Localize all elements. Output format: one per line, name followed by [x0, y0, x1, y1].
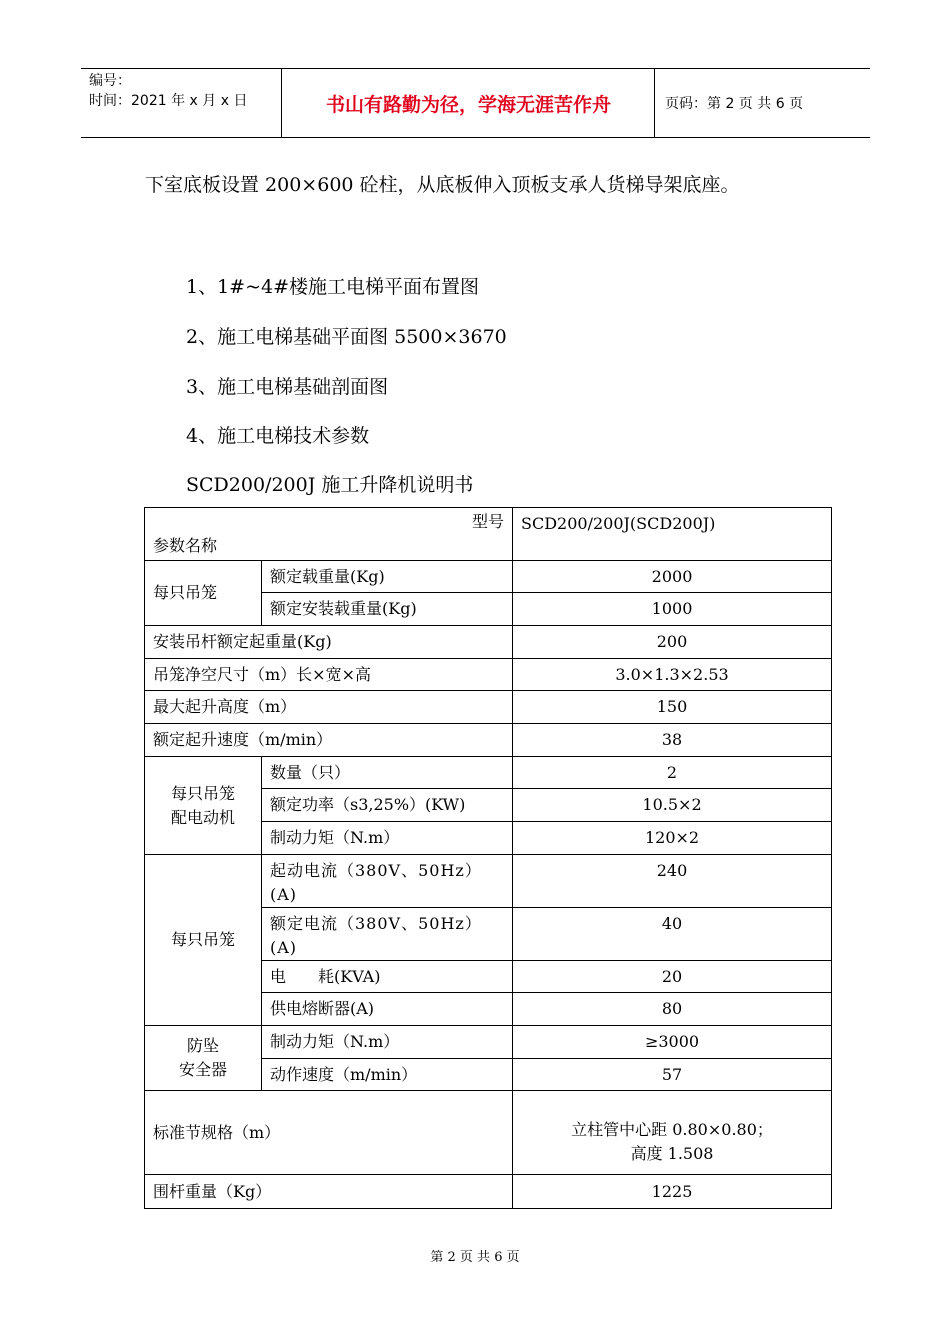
row-value: 20 [513, 961, 832, 993]
table-row [145, 724, 832, 757]
row-label: 额定起升速度（m/min） [145, 724, 513, 757]
group-cage-electrical: 每只吊笼 [145, 855, 262, 1026]
row-value: ≥3000 [513, 1026, 832, 1059]
row-value: 200 [513, 626, 832, 659]
group-safety: 防坠 安全器 [145, 1026, 262, 1091]
table-row [145, 659, 832, 691]
row-label: 动作速度（m/min） [262, 1059, 513, 1091]
row-value: 立柱管中心距 0.80×0.80； 高度 1.508 [513, 1091, 832, 1175]
row-label: 数量（只） [262, 757, 513, 789]
code-label: 编号： [89, 73, 131, 89]
row-value: 1225 [513, 1175, 832, 1209]
row-label: 额定功率（s3,25%）(KW) [262, 789, 513, 822]
table-row [145, 508, 832, 561]
body-paragraph: 下室底板设置 200×600 砼柱，从底板伸入顶板支承人货梯导架底座。 [145, 174, 740, 196]
header-meta [81, 69, 282, 137]
header-model-value: SCD200/200J(SCD200J) [513, 508, 832, 561]
row-value: 3.0×1.3×2.53 [513, 659, 832, 691]
row-label: 额定安装载重量(Kg) [262, 593, 513, 626]
table-row [145, 626, 832, 659]
row-value: 120×2 [513, 822, 832, 855]
row-value: 80 [513, 993, 832, 1026]
row-label: 额定载重量(Kg) [262, 561, 513, 593]
row-label: 制动力矩（N.m） [262, 1026, 513, 1059]
row-label: 安装吊杆额定起重量(Kg) [145, 626, 513, 659]
table-row [145, 757, 832, 789]
list-item: 1、1#~4#楼施工电梯平面布置图 [186, 276, 480, 298]
header-page-number: 页码：第 2 页 共 6 页 [665, 96, 804, 112]
header-motto: 书山有路勤为径，学海无涯苦作舟 [283, 69, 655, 137]
list-item: 3、施工电梯基础剖面图 [186, 376, 389, 398]
row-value: 10.5×2 [513, 789, 832, 822]
row-label: 制动力矩（N.m） [262, 822, 513, 855]
row-value: 57 [513, 1059, 832, 1091]
row-value: 40 [513, 908, 832, 961]
list-item: 4、施工电梯技术参数 [186, 425, 370, 447]
row-label: 供电熔断器(A) [262, 993, 513, 1026]
row-value: 150 [513, 691, 832, 724]
time-label: 时间：2021 年 x 月 x 日 [89, 93, 248, 109]
row-label: 最大起升高度（m） [145, 691, 513, 724]
table-row [145, 1175, 832, 1209]
row-value: 2 [513, 757, 832, 789]
spec-table [144, 507, 832, 1209]
list-item: SCD200/200J 施工升降机说明书 [186, 474, 474, 496]
header-param-label: 参数名称 [153, 536, 218, 555]
table-row [145, 855, 832, 908]
row-label: 吊笼净空尺寸（m）长×宽×高 [145, 659, 513, 691]
group-cage: 每只吊笼 [145, 561, 262, 626]
table-row [145, 561, 832, 593]
row-label: 电 耗(KVA) [262, 961, 513, 993]
row-label: 围杆重量（Kg） [145, 1175, 513, 1209]
group-motor: 每只吊笼 配电动机 [145, 757, 262, 855]
header-model-label: 型号 [472, 512, 505, 531]
row-value: 1000 [513, 593, 832, 626]
row-label: 标准节规格（m） [145, 1091, 513, 1175]
table-row [145, 1091, 832, 1175]
row-label: 起动电流（380V、50Hz）(A) [262, 855, 513, 908]
row-value: 240 [513, 855, 832, 908]
row-value: 2000 [513, 561, 832, 593]
list-item: 2、施工电梯基础平面图 5500×3670 [186, 326, 507, 348]
row-label: 额定电流（380V、50Hz）(A) [262, 908, 513, 961]
header-diagonal-cell [145, 508, 513, 561]
table-row [145, 691, 832, 724]
page-footer: 第 2 页 共 6 页 [430, 1250, 520, 1265]
table-row [145, 1026, 832, 1059]
page-header [81, 68, 870, 138]
row-value: 38 [513, 724, 832, 757]
